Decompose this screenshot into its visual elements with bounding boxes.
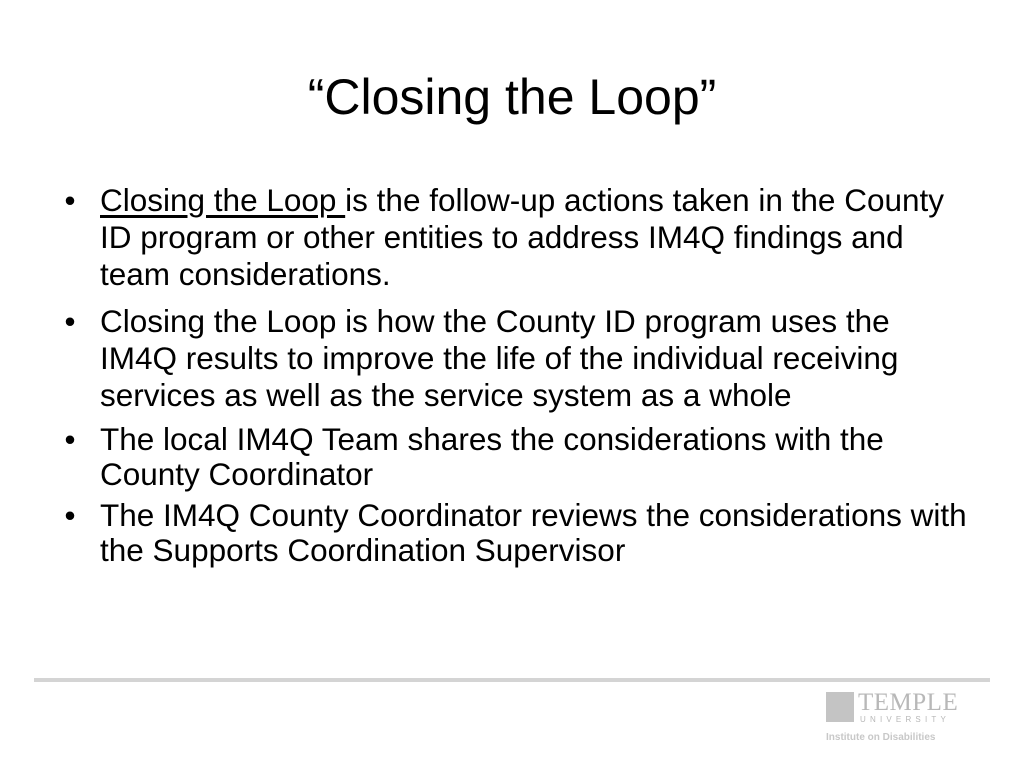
bullet-lead-term: Closing the Loop — [100, 182, 346, 218]
bullet-text: Closing the Loop is how the County ID program uses the IM4Q results to improve the life of the individual receiving services as well as the service system as a whole — [100, 303, 899, 413]
bullet-marker: • — [64, 497, 76, 533]
bullet-marker: • — [64, 182, 76, 218]
bullet-text: The IM4Q County Coordinator reviews the considerations with the Supports Coordination Supervisor — [100, 497, 967, 568]
bullet-item-4 — [60, 498, 970, 568]
footer-divider — [34, 678, 990, 682]
bullet-item-3 — [60, 422, 970, 492]
bullet-marker: • — [64, 303, 76, 339]
temple-university-logo — [826, 689, 976, 748]
bullet-marker: • — [64, 421, 76, 457]
logo-square-icon — [826, 692, 854, 722]
bullet-text: is the follow-up actions taken in the County ID program or other entities to address IM4Q findings and team considerations. — [100, 182, 945, 292]
bullet-list — [60, 182, 970, 568]
logo-institute: Institute on Disabilities — [826, 732, 936, 743]
bullet-item-2 — [60, 303, 970, 414]
slide-title: “Closing the Loop” — [307, 69, 717, 125]
bullet-text: The local IM4Q Team shares the considerations with the County Coordinator — [100, 421, 884, 492]
logo-subtitle: UNIVERSITY — [860, 715, 951, 724]
bullet-item-1 — [60, 182, 970, 293]
logo-name: TEMPLE — [858, 689, 959, 716]
